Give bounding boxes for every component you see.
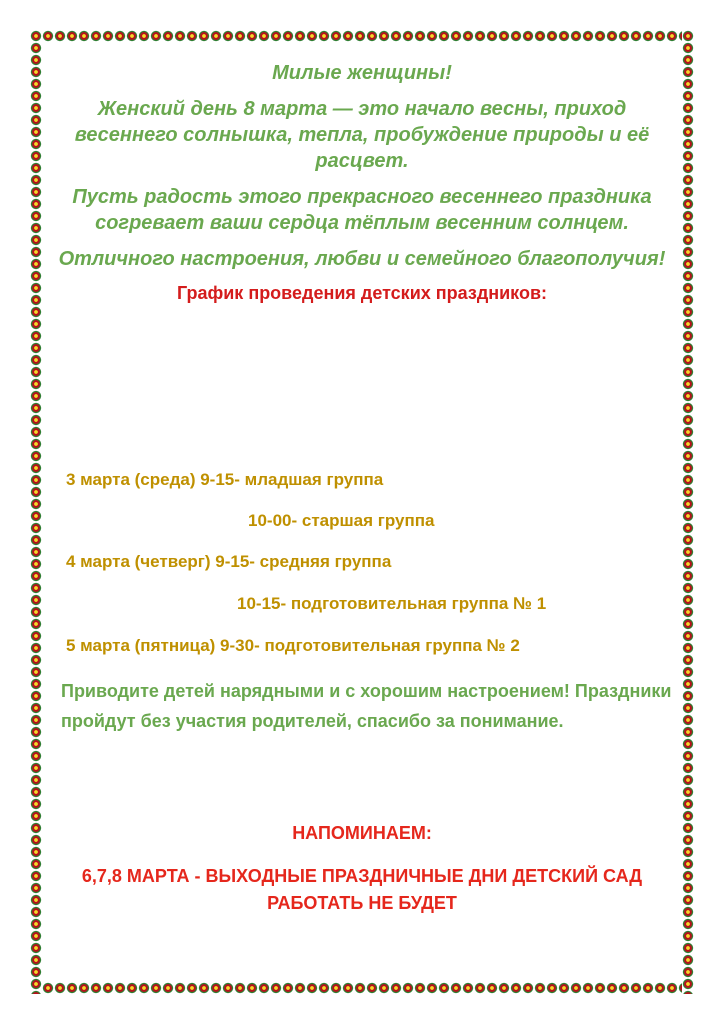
greeting-title: Милые женщины! bbox=[272, 62, 452, 84]
schedule-row: 4 марта (четверг) 9-15- средняя группа bbox=[66, 552, 392, 571]
greeting-paragraph-2: Пусть радость этого прекрасного весеннего праздника согревает ваши сердца тёплым весенним солнцем. bbox=[72, 186, 652, 234]
schedule-row: 3 марта (среда) 9-15- младшая группа bbox=[66, 470, 384, 489]
greeting-paragraph-3: Отличного настроения, любви и семейного благополучия! bbox=[58, 248, 666, 270]
schedule-row: 10-00- старшая группа bbox=[248, 511, 435, 530]
reminder-title: НАПОМИНАЕМ: bbox=[292, 823, 432, 843]
decorative-border-bottom bbox=[30, 982, 694, 994]
reminder-body: 6,7,8 МАРТА - ВЫХОДНЫЕ ПРАЗДНИЧНЫЕ ДНИ ДЕТСКИЙ САД РАБОТАТЬ НЕ БУДЕТ bbox=[81, 866, 643, 913]
schedule-title: График проведения детских праздников: bbox=[176, 283, 548, 303]
decorative-border-right bbox=[682, 30, 694, 994]
greeting-paragraph-1: Женский день 8 марта — это начало весны, приход весеннего солнышка, тепла, пробуждение природы и её расцвет. bbox=[74, 98, 650, 172]
schedule-row: 10-15- подготовительная группа № 1 bbox=[237, 594, 547, 613]
schedule-row: 5 марта (пятница) 9-30- подготовительная группа № 2 bbox=[66, 636, 520, 655]
decorative-border-left bbox=[30, 30, 42, 994]
announcement-content bbox=[50, 60, 674, 913]
parents-note: Приводите детей нарядными и с хорошим настроением! Праздники пройдут без участия родителей, спасибо за понимание. bbox=[61, 681, 672, 731]
decorative-border-top bbox=[30, 30, 694, 42]
